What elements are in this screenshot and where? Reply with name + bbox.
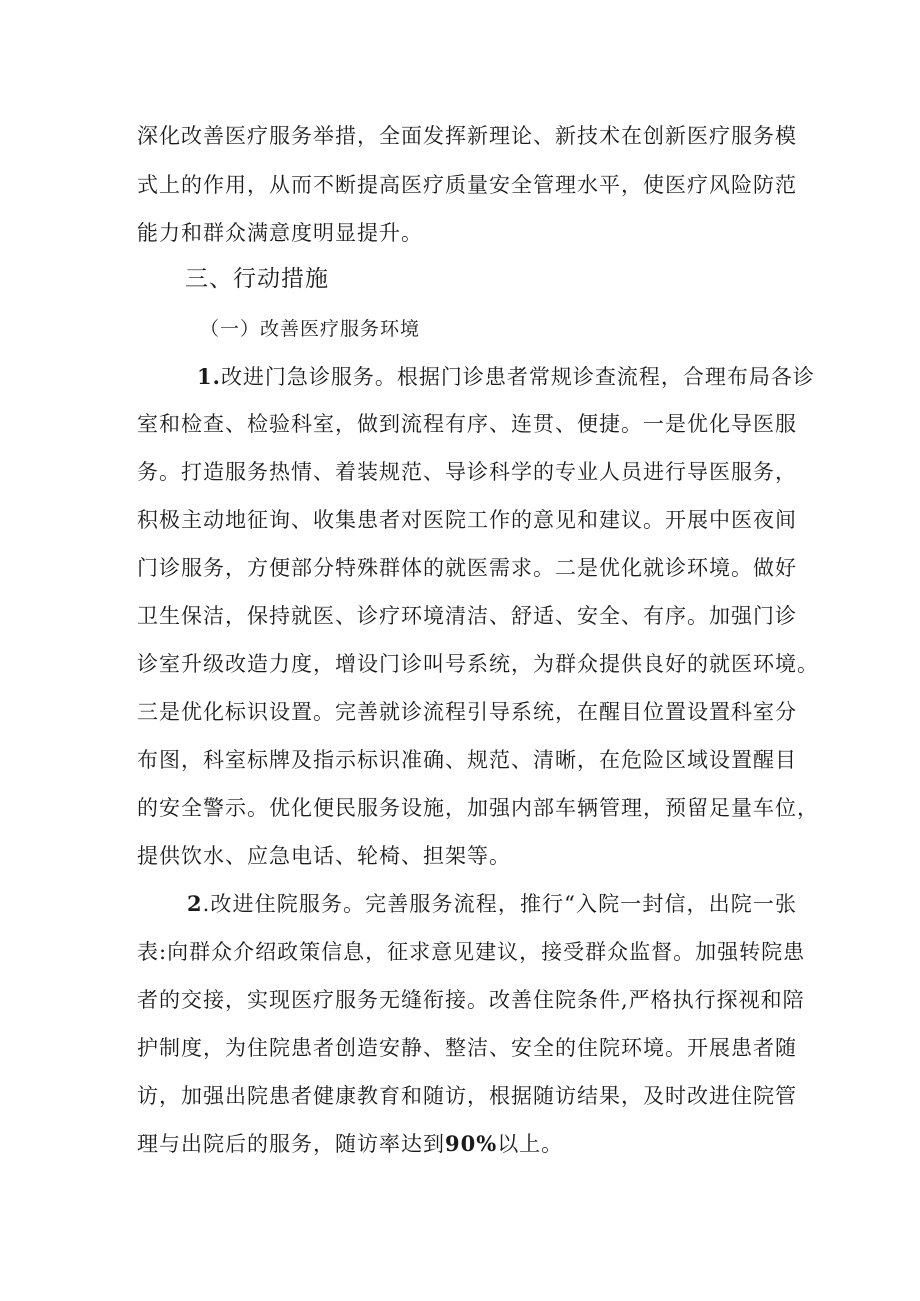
intro-line: 能力和群众满意度明显提升。	[137, 221, 423, 245]
item1-line: 卫生保洁，保持就医、诊疗环境清洁、舒适、安全、有序。加强门诊	[137, 604, 797, 628]
item1-line: 的安全警示。优化便民服务设施，加强内部车辆管理，预留足量车位，	[137, 796, 819, 820]
item2-line: 护制度，为住院患者创造安静、整洁、安全的住院环境。开展患者随	[137, 1036, 797, 1060]
item2-line: 者的交接，实现医疗服务无缝衔接。改善住院条件,严格执行探视和陪	[137, 988, 805, 1012]
item1-number: 1.	[197, 364, 221, 389]
item2-line: 访，加强出院患者健康教育和随访，根据随访结果，及时改进住院管	[137, 1084, 797, 1108]
item2-last-line	[137, 1129, 797, 1159]
subsection-heading: （一）改善医疗服务环境	[200, 318, 421, 340]
item1-line: 三是优化标识设置。完善就诊流程引导系统，在醒目位置设置科室分	[137, 700, 797, 724]
item2-last-line-tail: 以上。	[497, 1132, 564, 1156]
item2-line: 表:向群众介绍政策信息，征求意见建议，接受群众监督。加强转院患	[137, 940, 806, 964]
section-heading: 三、行动措施	[185, 266, 329, 292]
item2-number: 2	[187, 891, 203, 916]
intro-line: 式上的作用，从而不断提高医疗质量安全管理水平，使医疗风险防范	[137, 173, 797, 197]
item1-line: 室和检查、检验科室，做到流程有序、连贯、便捷。一是优化导医服	[137, 412, 797, 436]
item1-line: 积极主动地征询、收集患者对医院工作的意见和建议。开展中医夜间	[137, 508, 797, 532]
follow-up-rate-value: 90%	[445, 1131, 498, 1156]
item1-line: 诊室升级改造力度，增设门诊叫号系统，为群众提供良好的就医环境。	[137, 652, 819, 676]
intro-line: 深化改善医疗服务举措，全面发挥新理论、新技术在创新医疗服务模	[137, 124, 797, 148]
item1-first-line	[197, 362, 815, 392]
item2-first-line	[187, 889, 797, 919]
item1-first-line-text: 改进门急诊服务。根据门诊患者常规诊查流程，合理布局各诊	[220, 365, 815, 389]
item2-last-line-text: 理与出院后的服务，随访率达到	[137, 1132, 445, 1156]
item1-line: 务。打造服务热情、着装规范、导诊科学的专业人员进行导医服务，	[137, 460, 797, 484]
item1-line: 门诊服务，方便部分特殊群体的就医需求。二是优化就诊环境。做好	[137, 556, 797, 580]
item1-line: 布图，科室标牌及指示标识准确、规范、清晰，在危险区域设置醒目	[137, 748, 797, 772]
item1-line: 提供饮水、应急电话、轮椅、担架等。	[137, 844, 511, 868]
item2-first-line-text: .改进住院服务。完善服务流程，推行“入院一封信，出院一张	[202, 892, 797, 916]
